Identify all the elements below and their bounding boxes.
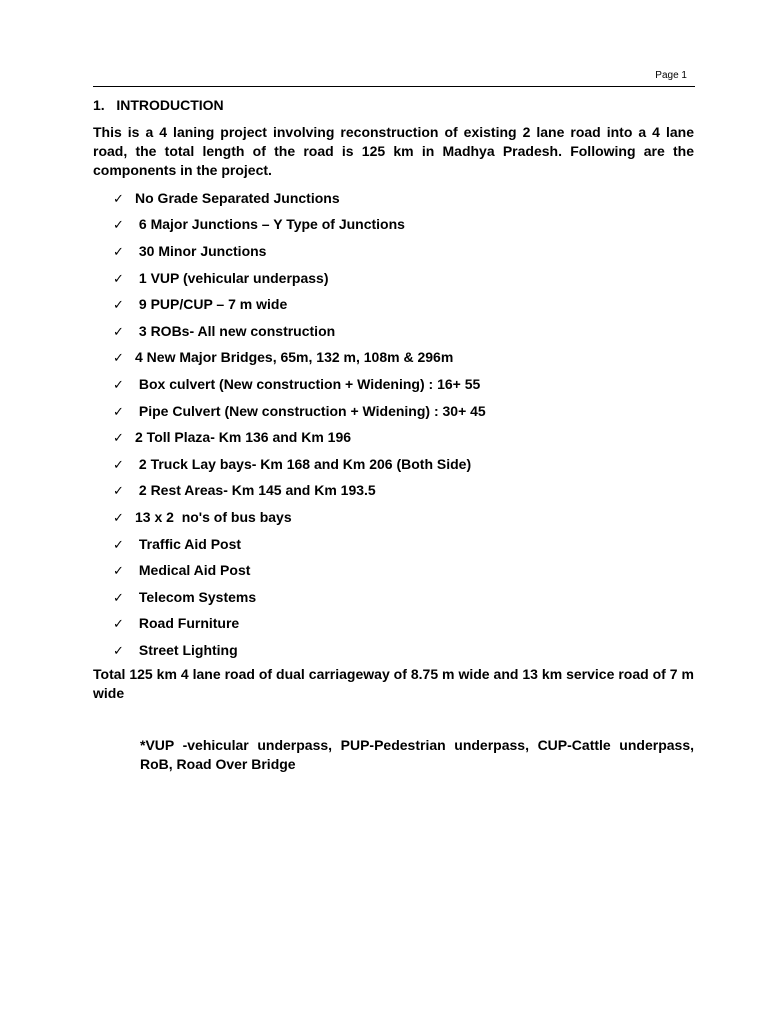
component-list-item xyxy=(93,637,694,664)
component-list-item xyxy=(93,212,694,239)
component-item-text: Street Lighting xyxy=(135,641,238,658)
component-item-text: Medical Aid Post xyxy=(135,562,251,579)
component-list-item xyxy=(93,371,694,398)
checkmark-icon: ✓ xyxy=(113,350,124,366)
component-item-text: 2 Truck Lay bays- Km 168 and Km 206 (Both Side) xyxy=(135,455,472,472)
component-list-item xyxy=(93,531,694,558)
component-list-item xyxy=(93,318,694,345)
checkmark-icon: ✓ xyxy=(113,563,124,579)
section-heading: 1. INTRODUCTION xyxy=(93,97,224,113)
component-item-text: 9 PUP/CUP – 7 m wide xyxy=(135,296,288,313)
checkmark-icon: ✓ xyxy=(113,430,124,446)
checkmark-icon: ✓ xyxy=(113,642,124,658)
component-list-item xyxy=(93,345,694,372)
checkmark-icon: ✓ xyxy=(113,243,124,259)
checkmark-icon: ✓ xyxy=(113,616,124,632)
intro-paragraph: This is a 4 laning project involving reconstruction of existing 2 lane road into a 4 lane road, the total length of the road is 125 km in Madhya Pradesh. Following are the components in the project. xyxy=(93,124,694,178)
component-list-item xyxy=(93,451,694,478)
checkmark-icon: ✓ xyxy=(113,217,124,233)
checkmark-icon: ✓ xyxy=(113,509,124,525)
component-item-text: 1 VUP (vehicular underpass) xyxy=(135,269,329,286)
component-list-item xyxy=(93,185,694,212)
component-list-item xyxy=(93,478,694,505)
component-item-text: 4 New Major Bridges, 65m, 132 m, 108m & 296m xyxy=(135,349,454,366)
checkmark-icon: ✓ xyxy=(113,270,124,286)
component-list-item xyxy=(93,291,694,318)
component-item-text: Box culvert (New construction + Widening) : 16+ 55 xyxy=(135,375,481,392)
checkmark-icon: ✓ xyxy=(113,297,124,313)
component-list-item xyxy=(93,265,694,292)
abbreviations-footnote: *VUP -vehicular underpass, PUP-Pedestrian underpass, CUP-Cattle underpass, RoB, Road Over Bridge xyxy=(140,736,694,772)
component-item-text: 30 Minor Junctions xyxy=(135,242,267,259)
component-list-item xyxy=(93,557,694,584)
component-list-item xyxy=(93,584,694,611)
summary-paragraph: Total 125 km 4 lane road of dual carriageway of 8.75 m wide and 13 km service road of 7 m wide xyxy=(93,665,694,701)
checkmark-icon: ✓ xyxy=(113,456,124,472)
checkmark-icon: ✓ xyxy=(113,483,124,499)
component-item-text: Road Furniture xyxy=(135,615,240,632)
component-item-text: Traffic Aid Post xyxy=(135,535,242,552)
checkmark-icon: ✓ xyxy=(113,403,124,419)
checkmark-icon: ✓ xyxy=(113,190,124,206)
component-item-text: Telecom Systems xyxy=(135,588,257,605)
component-item-text: 13 x 2 no's of bus bays xyxy=(135,508,292,525)
checkmark-icon: ✓ xyxy=(113,589,124,605)
component-list-item xyxy=(93,398,694,425)
component-item-text: No Grade Separated Junctions xyxy=(135,189,340,206)
checkmark-icon: ✓ xyxy=(113,323,124,339)
component-item-text: 2 Toll Plaza- Km 136 and Km 196 xyxy=(135,429,352,446)
page-number: Page 1 xyxy=(655,70,687,81)
component-list-item xyxy=(93,611,694,638)
document-body xyxy=(93,96,694,774)
component-item-text: 6 Major Junctions – Y Type of Junctions xyxy=(135,216,405,233)
checkmark-icon: ✓ xyxy=(113,376,124,392)
component-item-text: 2 Rest Areas- Km 145 and Km 193.5 xyxy=(135,482,376,499)
component-checklist xyxy=(93,185,694,664)
checkmark-icon: ✓ xyxy=(113,536,124,552)
page-header xyxy=(93,68,695,87)
component-list-item xyxy=(93,238,694,265)
component-item-text: 3 ROBs- All new construction xyxy=(135,322,336,339)
component-list-item xyxy=(93,424,694,451)
component-list-item xyxy=(93,504,694,531)
component-item-text: Pipe Culvert (New construction + Widening) : 30+ 45 xyxy=(135,402,486,419)
